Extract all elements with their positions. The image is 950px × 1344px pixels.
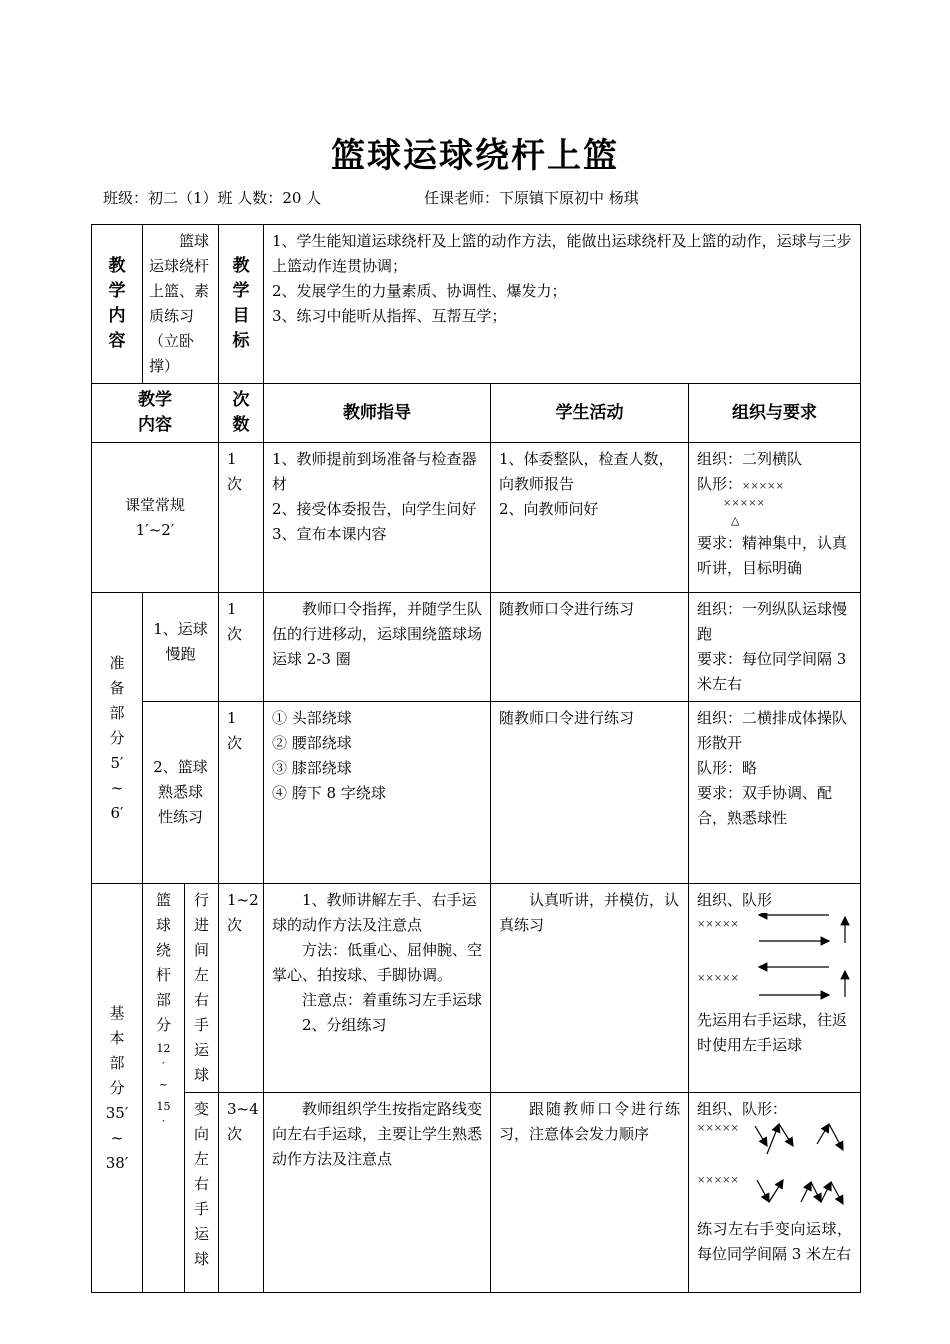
header-row xyxy=(92,384,861,443)
basic-item2-teacher: 教师组织学生按指定路线变向左右手运球，主要让学生熟悉动作方法及注意点 xyxy=(264,1093,491,1293)
formation-row-a: ××××× xyxy=(697,1123,739,1134)
content-text-cell xyxy=(143,225,219,384)
prep-item2-name: 2、篮球 熟悉球 性练习 xyxy=(143,702,219,884)
basic-item2-times: 3~4 次 xyxy=(219,1093,264,1293)
header-org: 组织与要求 xyxy=(689,384,861,443)
zigzag-arrows-icon xyxy=(697,1122,857,1217)
content-text: 篮球运球绕杆上篮、素质练习（立卧撑） xyxy=(149,232,210,375)
prep-item1-org: 组织：一列纵队运球慢跑 要求：每位同学间隔 3 米左右 xyxy=(689,593,861,702)
formation-row-a: ××××× xyxy=(697,919,739,930)
basic-sub-label: 篮 球 绕 杆 部 分 12 ′ ~ 15 ′ xyxy=(143,884,185,1293)
goal-label-cell: 教 学 目 标 xyxy=(219,225,264,384)
page-title: 篮球运球绕杆上篮 xyxy=(331,136,619,176)
routine-row xyxy=(92,443,861,593)
basic-item2-name: 变 向 左 右 手 运 球 xyxy=(185,1093,219,1293)
header-content: 教学 内容 xyxy=(92,384,219,443)
lane-arrows-icon xyxy=(697,913,857,1008)
basic-item1-org: 组织、队形 ××××× ××××× 先运用右手运球，往返时使用左手运球 xyxy=(689,884,861,1093)
basic-item1-times: 1~2 次 xyxy=(219,884,264,1093)
header-student: 学生活动 xyxy=(491,384,689,443)
content-label-cell: 教 学 内 容 xyxy=(92,225,143,384)
class-info: 班级：初二（1）班 人数：20 人 xyxy=(103,189,322,207)
prep-item2-teacher: ① 头部绕球 ② 腰部绕球 ③ 膝部绕球 ④ 胯下 8 字绕球 xyxy=(264,702,491,884)
basic-row-2 xyxy=(92,1093,861,1293)
prep-item2-student: 随教师口令进行练习 xyxy=(491,702,689,884)
dribble-lane-diagram xyxy=(697,913,852,1008)
goal-2: 2、发展学生的力量素质、协调性、爆发力； xyxy=(272,282,567,300)
formation-row-b: ××××× xyxy=(697,1175,739,1186)
routine-teacher: 1、教师提前到场准备与检查器材 2、接受体委报告，向学生问好 3、宣布本课内容 xyxy=(264,443,491,593)
basic-row-1 xyxy=(92,884,861,1093)
prep-item1-times: 1 次 xyxy=(219,593,264,702)
prep-item2-org: 组织：二横排成体操队形散开 队形：略 要求：双手协调、配合，熟悉球性 xyxy=(689,702,861,884)
header-times: 次 数 xyxy=(219,384,264,443)
basic-item1-student: 认真听讲，并模仿，认真练习 xyxy=(491,884,689,1093)
routine-student: 1、体委整队，检查人数，向教师报告 2、向教师问好 xyxy=(491,443,689,593)
basic-item2-student: 跟随教师口令进行练习，注意体会发力顺序 xyxy=(491,1093,689,1293)
prep-item1-name: 1、运球 慢跑 xyxy=(143,593,219,702)
formation-row-b: ××××× xyxy=(697,973,739,984)
basic-item1-name: 行 进 间 左 右 手 运 球 xyxy=(185,884,219,1093)
routine-label: 课堂常规 1′~2′ xyxy=(92,443,219,593)
overview-row xyxy=(92,225,861,384)
teacher-info: 任课老师：下原镇下原初中 杨琪 xyxy=(424,189,639,207)
prep-item1-student: 随教师口令进行练习 xyxy=(491,593,689,702)
basic-item1-teacher: 1、教师讲解左手、右手运球的动作方法及注意点 方法：低重心、屈伸腕、空掌心、拍按球、手脚协调。 注意点：着重练习左手运球 2、分组练习 xyxy=(264,884,491,1093)
goal-1: 1、学生能知道运球绕杆及上篮的动作方法，能做出运球绕杆及上篮的动作，运球与三步上篮动作连贯协调； xyxy=(272,232,852,275)
teacher-position-icon: △ xyxy=(731,514,740,527)
basic-label: 基 本 部 分 35′ ~ 38′ xyxy=(92,884,143,1293)
prep-item1-teacher: 教师口令指挥，并随学生队伍的行进移动，运球围绕篮球场运球 2-3 圈 xyxy=(264,593,491,702)
zigzag-diagram xyxy=(697,1122,852,1217)
prep-row-1 xyxy=(92,593,861,702)
formation-row-b: ××××× xyxy=(723,498,765,509)
prep-label: 准 备 部 分 5′ ~ 6′ xyxy=(92,593,143,884)
lesson-plan-table xyxy=(91,224,861,1293)
basic-item2-org: 组织、队形： ××××× ××××× 练习左右手变向运球，每位同学间隔 3 米左右 xyxy=(689,1093,861,1293)
prep-row-2 xyxy=(92,702,861,884)
goals-cell xyxy=(264,225,861,384)
routine-times: 1 次 xyxy=(219,443,264,593)
header-teacher: 教师指导 xyxy=(264,384,491,443)
prep-item2-times: 1 次 xyxy=(219,702,264,884)
goal-3: 3、练习中能听从指挥、互帮互学； xyxy=(272,307,507,325)
formation-row-a: ××××× xyxy=(742,481,784,492)
routine-org: 组织：二列横队 队形：××××× ××××× △ 要求：精神集中，认真听讲，目标明确 xyxy=(689,443,861,593)
